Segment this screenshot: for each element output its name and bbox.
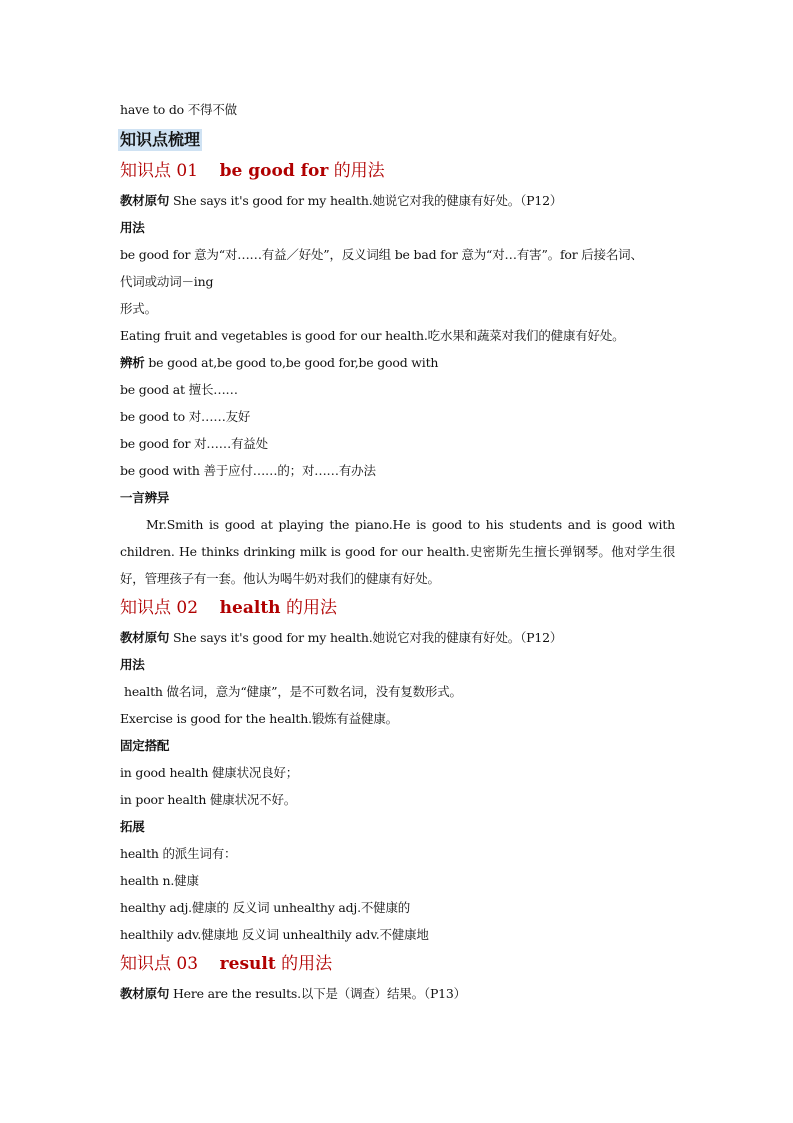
kp1-usage-line2: 代词或动词－ing — [120, 274, 214, 289]
kp3-title-en: result — [219, 954, 276, 974]
kp1-title-en: be good for — [219, 161, 329, 181]
kp1-title-prefix: 知识点 01 — [120, 161, 199, 181]
list-item: health 的派生词有： — [120, 846, 237, 861]
kp3-source-label: 教材原句 — [120, 986, 170, 1001]
kp2-usage-line1: health 做名词，意为“健康”，是不可数名词，没有复数形式。 — [124, 684, 462, 699]
kp2-usage-label: 用法 — [120, 657, 145, 672]
kp1-source-text: She says it's good for my health.她说它对我的健康有好处。（P12） — [169, 193, 563, 208]
kp2-fixed-label: 固定搭配 — [120, 738, 170, 753]
kp3-title-suffix: 的用法 — [281, 954, 333, 974]
kp2-example: Exercise is good for the health.锻炼有益健康。 — [120, 711, 398, 726]
top-line: have to do 不得不做 — [120, 102, 237, 117]
kp1-usage-line1: be good for 意为“对……有益／好处”，反义词组 be bad for 意为“对…有害”。for 后接名词、 — [120, 247, 643, 262]
list-item: in poor health 健康状况不好。 — [120, 792, 297, 807]
document-page — [120, 96, 680, 1007]
kp2-title-suffix: 的用法 — [285, 598, 337, 618]
kp3-source — [120, 980, 680, 1007]
kp3-title-prefix: 知识点 03 — [120, 954, 199, 974]
kp1-one-word-label: 一言辨异 — [120, 490, 170, 505]
kp1-usage-label: 用法 — [120, 220, 145, 235]
kp1-title — [120, 155, 680, 187]
kp1-paragraph: Mr.Smith is good at playing the piano.He is good to his students and is good with children. He thinks drinking milk is good for our health.史密斯先生擅长弹钢琴。他对学生很好，管理孩子有一套。他认为喝牛奶对我们的健康有好处。 — [120, 517, 675, 586]
list-item: be good for 对……有益处 — [120, 436, 268, 451]
kp1-discern-label: 辨析 — [120, 355, 145, 370]
kp2-expand-label: 拓展 — [120, 819, 145, 834]
list-item: be good at 擅长…… — [120, 382, 238, 397]
list-item: health n.健康 — [120, 873, 199, 888]
kp3-title — [120, 948, 680, 980]
kp1-discern — [120, 349, 680, 376]
kp2-title-en: health — [219, 598, 281, 618]
list-item: healthily adv.健康地 反义词 unhealthily adv.不健康地 — [120, 927, 429, 942]
list-item: be good to 对……友好 — [120, 409, 251, 424]
kp2-source — [120, 624, 680, 651]
list-item: in good health 健康状况良好； — [120, 765, 299, 780]
section-title: 知识点梳理 — [120, 130, 201, 149]
list-item: be good with 善于应付……的；对……有办法 — [120, 463, 376, 478]
kp1-discern-text: be good at,be good to,be good for,be good with — [144, 355, 439, 370]
kp1-usage-line3: 形式。 — [120, 301, 157, 316]
kp3-source-text: Here are the results.以下是（调查）结果。（P13） — [169, 986, 466, 1001]
kp1-source — [120, 187, 680, 214]
kp1-title-suffix: 的用法 — [333, 161, 385, 181]
kp2-title — [120, 592, 680, 624]
kp2-source-label: 教材原句 — [120, 630, 170, 645]
kp1-source-label: 教材原句 — [120, 193, 170, 208]
kp2-title-prefix: 知识点 02 — [120, 598, 199, 618]
kp1-example: Eating fruit and vegetables is good for our health.吃水果和蔬菜对我们的健康有好处。 — [120, 328, 625, 343]
kp2-source-text: She says it's good for my health.她说它对我的健康有好处。（P12） — [169, 630, 563, 645]
list-item: healthy adj.健康的 反义词 unhealthy adj.不健康的 — [120, 900, 411, 915]
